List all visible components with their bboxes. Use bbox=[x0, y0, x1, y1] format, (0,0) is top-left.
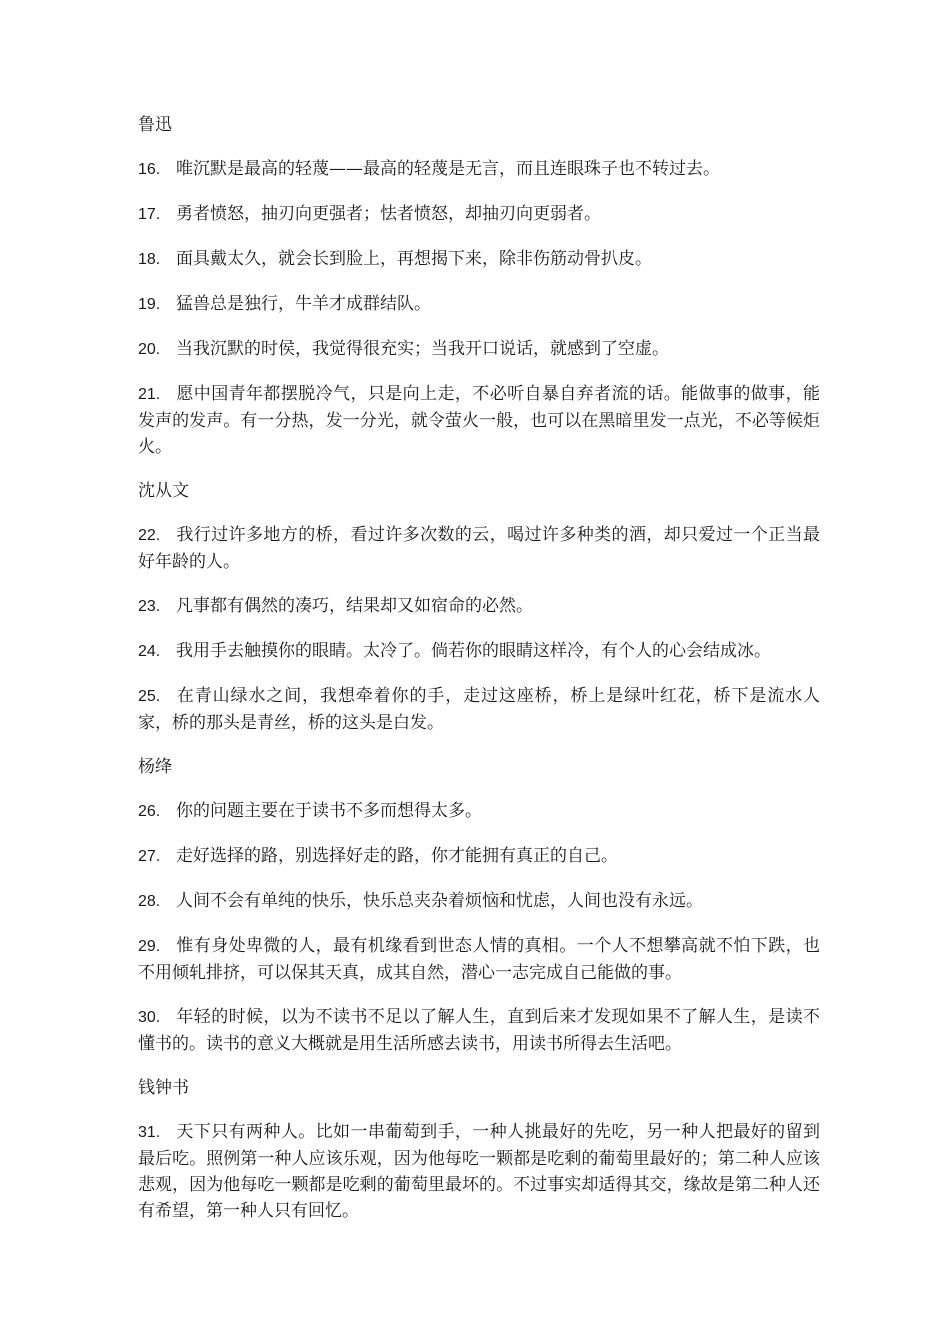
quote-number: 31. bbox=[138, 1124, 161, 1141]
quote-text: 天下只有两种人。比如一串葡萄到手，一种人挑最好的先吃，另一种人把最好的留到最后吃。照例第一种人应该乐观，因为他每吃一颗都是吃剩的葡萄里最好的；第二种人应该悲观，因为他每吃一颗都是吃剩的葡萄里最坏的。不过事实却适得其交，缘故是第二种人还有希望，第一种人只有回忆。 bbox=[138, 1122, 820, 1221]
author-heading: 鲁迅 bbox=[138, 115, 172, 135]
quote-text: 惟有身处卑微的人，最有机缘看到世态人情的真相。一个人不想攀高就不怕下跌，也不用倾轧排挤，可以保其天真，成其自然，潜心一志完成自己能做的事。 bbox=[138, 936, 820, 983]
quote-item bbox=[138, 1119, 820, 1224]
author-heading: 钱钟书 bbox=[138, 1078, 189, 1098]
section-luxun bbox=[138, 112, 820, 460]
quote-item bbox=[138, 1004, 820, 1057]
quote-item bbox=[138, 291, 820, 318]
quote-item bbox=[138, 593, 820, 620]
quote-number: 26. bbox=[138, 803, 161, 820]
quote-text: 猛兽总是独行，牛羊才成群结队。 bbox=[176, 294, 431, 314]
quote-number: 30. bbox=[138, 1009, 161, 1026]
quote-number: 25. bbox=[138, 688, 161, 705]
quote-text: 在青山绿水之间，我想牵着你的手，走过这座桥，桥上是绿叶红花，桥下是流水人家，桥的那头是青丝，桥的这头是白发。 bbox=[138, 686, 820, 733]
quote-number: 23. bbox=[138, 598, 161, 615]
quote-number: 28. bbox=[138, 893, 161, 910]
quote-text: 唯沉默是最高的轻蔑——最高的轻蔑是无言，而且连眼珠子也不转过去。 bbox=[176, 159, 720, 179]
quote-item bbox=[138, 843, 820, 870]
quote-item bbox=[138, 888, 820, 915]
quote-number: 29. bbox=[138, 938, 161, 955]
section-shencongwen bbox=[138, 478, 820, 736]
quote-item bbox=[138, 246, 820, 273]
quote-text: 人间不会有单纯的快乐，快乐总夹杂着烦恼和忧虑，人间也没有永远。 bbox=[176, 891, 703, 911]
quote-text: 我行过许多地方的桥，看过许多次数的云，喝过许多种类的酒，却只爱过一个正当最好年龄的人。 bbox=[138, 525, 820, 572]
quote-number: 21. bbox=[138, 386, 161, 403]
quote-item bbox=[138, 798, 820, 825]
quote-text: 勇者愤怒，抽刃向更强者；怯者愤怒，却抽刃向更弱者。 bbox=[176, 204, 601, 224]
author-heading: 杨绛 bbox=[138, 757, 172, 777]
quote-item bbox=[138, 522, 820, 575]
author-heading: 沈从文 bbox=[138, 481, 189, 501]
quote-text: 面具戴太久，就会长到脸上，再想揭下来，除非伤筋动骨扒皮。 bbox=[176, 249, 652, 269]
quote-item bbox=[138, 336, 820, 363]
quote-item bbox=[138, 683, 820, 736]
quote-number: 22. bbox=[138, 527, 161, 544]
document-page bbox=[138, 112, 820, 1242]
section-yangjiang bbox=[138, 754, 820, 1057]
quote-text: 我用手去触摸你的眼睛。太冷了。倘若你的眼睛这样冷，有个人的心会结成冰。 bbox=[176, 641, 771, 661]
quote-item bbox=[138, 933, 820, 986]
quote-text: 愿中国青年都摆脱冷气，只是向上走，不必听自暴自弃者流的话。能做事的做事，能发声的发声。有一分热，发一分光，就令萤火一般，也可以在黑暗里发一点光，不必等候炬火。 bbox=[138, 384, 820, 457]
quote-number: 24. bbox=[138, 643, 161, 660]
quote-number: 20. bbox=[138, 341, 161, 358]
quote-number: 16. bbox=[138, 161, 161, 178]
quote-text: 走好选择的路，别选择好走的路，你才能拥有真正的自己。 bbox=[176, 846, 618, 866]
quote-text: 凡事都有偶然的凑巧，结果却又如宿命的必然。 bbox=[176, 596, 533, 616]
quote-item bbox=[138, 381, 820, 460]
quote-item bbox=[138, 201, 820, 228]
quote-number: 19. bbox=[138, 296, 161, 313]
quote-item bbox=[138, 156, 820, 183]
section-qianzhongshu bbox=[138, 1075, 820, 1224]
quote-item bbox=[138, 638, 820, 665]
quote-number: 18. bbox=[138, 251, 161, 268]
quote-number: 17. bbox=[138, 206, 161, 223]
quote-number: 27. bbox=[138, 848, 161, 865]
quote-text: 年轻的时候，以为不读书不足以了解人生，直到后来才发现如果不了解人生，是读不懂书的。读书的意义大概就是用生活所感去读书，用读书所得去生活吧。 bbox=[138, 1007, 820, 1054]
quote-text: 你的问题主要在于读书不多而想得太多。 bbox=[176, 801, 482, 821]
quote-text: 当我沉默的时侯，我觉得很充实；当我开口说话，就感到了空虚。 bbox=[176, 339, 669, 359]
